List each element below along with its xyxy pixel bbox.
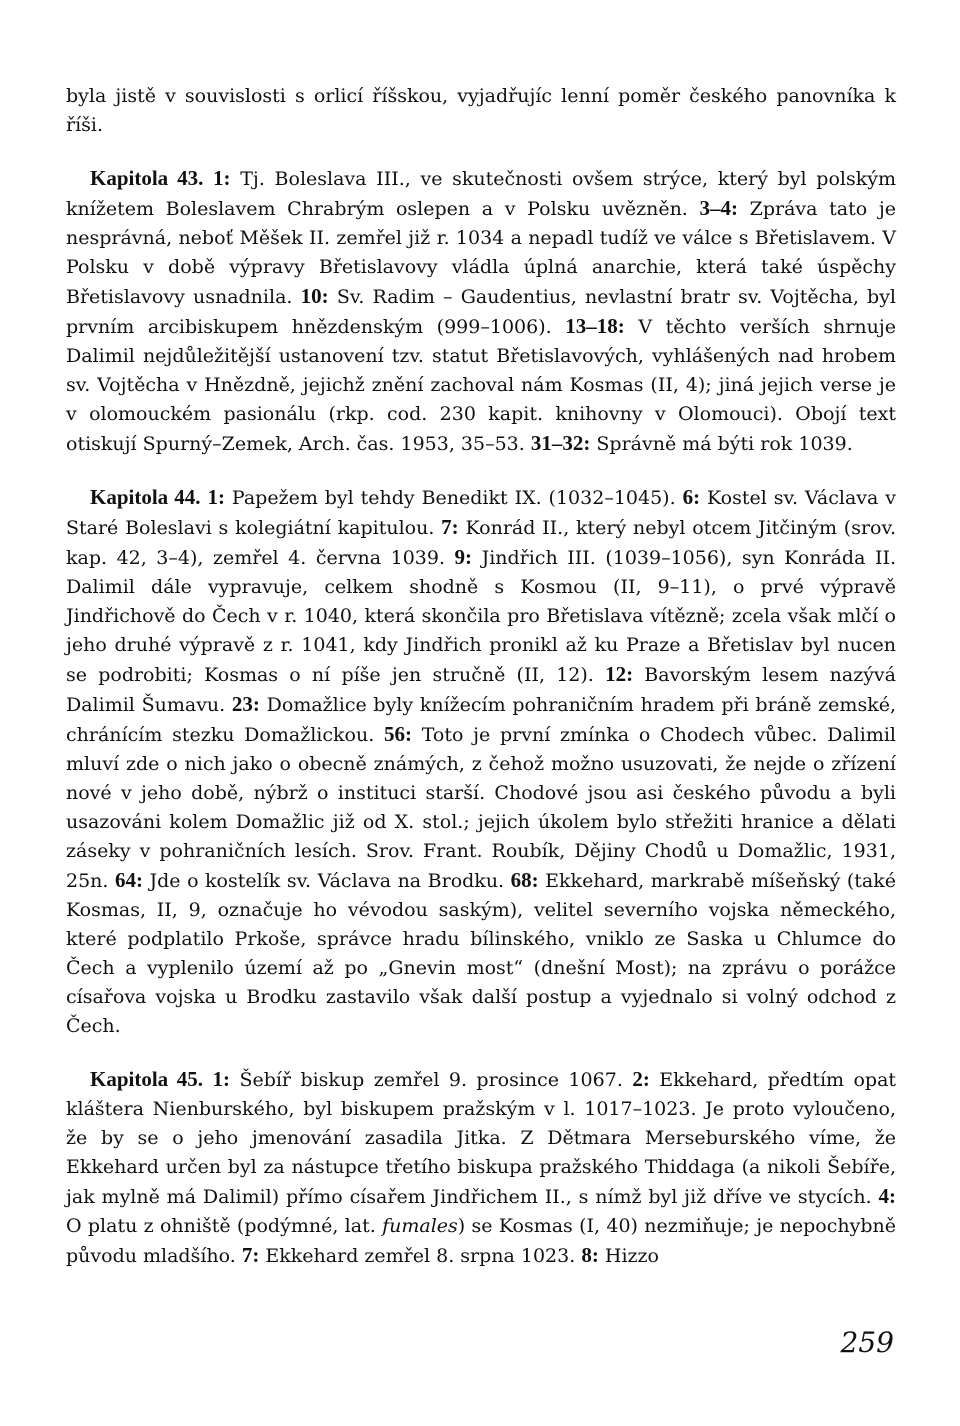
note-number: 7:: [441, 515, 459, 539]
chapter-45-paragraph: [66, 1065, 896, 1271]
note-text: Konrád II., který nebyl otcem Jitčiným (srov. kap. 42, 3–4), zemřel 4. června 1039.: [66, 517, 897, 569]
lead-paragraph: [66, 82, 896, 140]
note-number: 12:: [605, 662, 634, 686]
chapter-43-paragraph: [66, 164, 896, 459]
note-number: 56:: [383, 722, 412, 746]
note-text: Papežem byl tehdy Benedikt IX. (1032–1045).: [231, 487, 676, 509]
note-number: 3–4:: [699, 196, 738, 220]
note-text: Správně má býti rok 1039.: [596, 433, 853, 455]
note-text: Jindřich III. (1039–1056), syn Konráda II. Dalimil dále vypravuje, celkem shodně s Kosmou (II, 9–11), o prvé výpravě Jindřichově do Čech v r. 1040, která skončila pro Břetislava vítězně; zcela však mlčí o jeho druhé výpravě z r. 1041, kdy Jindřich pronikl až ku Praze a Břetislav byl nucen se podrobiti; Kosmas o ní píše jen stručně (II, 12).: [66, 547, 896, 686]
note-number: 1:: [212, 1067, 230, 1091]
note-number: 1:: [213, 166, 231, 190]
chapter-44-heading: Kapitola 44.: [90, 485, 201, 509]
note-number: 13–18:: [565, 314, 625, 338]
note-text: Šebíř biskup zemřel 9. prosince 1067.: [239, 1069, 623, 1091]
note-text: Ekkehard, markrabě míšeňský (také Kosmas, II, 9, označuje ho vévodou saským), velitel severního vojska německého, které podplatilo Prkoše, správce hradu bílinského, vniklo ze Saska u Chlumce do Čech a vyplenilo území až po „Gnevin most“ (dnešní Most); na zprávu o porážce císařova vojska u Brodku zastavilo však další postup a vyjednalo si volný odchod z Čech.: [66, 870, 896, 1037]
note-text: V těchto verších shrnuje Dalimil nejdůležitější ustanovení tzv. statut Břetislavových, vyhlášených nad hrobem sv. Vojtěcha v Hnězdně, jejichž znění zachoval nám Kosmas (II, 4); jiná jejich verse je v olomouckém pasionálu (rkp. cod. 230 kapit. knihovny v Olomouci). Obojí text otiskují Spurný–Zemek, Arch. čas. 1953, 35–53.: [66, 316, 897, 455]
note-text: Ekkehard zemřel 8. srpna 1023.: [265, 1245, 576, 1267]
note-number: 7:: [241, 1243, 260, 1267]
note-text: Hizzo: [604, 1245, 659, 1267]
latin-term: fumales: [382, 1215, 458, 1237]
note-text: Jde o kostelík sv. Václava na Brodku.: [149, 870, 505, 892]
note-text: Domažlice byly knížecím pohraničním hradem při bráně zemské, chránícím stezku Domažlickou.: [66, 694, 896, 746]
note-text: ) se Kosmas (I, 40) nezmiňuje; je nepochybně původu mladšího.: [66, 1215, 896, 1267]
note-text: Ekkehard, předtím opat kláštera Nienburského, byl biskupem pražským v l. 1017–1023. Je proto vyloučeno, že by se o jeho jmenování zasadila Jitka. Z Dětmara Merseburského víme, že Ekkehard určen byl za nástupce třetího biskupa pražského Thiddaga (a nikoli Šebíře, jak mylně má Dalimil) přímo císařem Jindřichem II., s nímž byl již dříve ve stycích.: [66, 1069, 897, 1208]
note-number: 6:: [682, 485, 701, 509]
page-number: 259: [840, 1326, 894, 1359]
note-number: 2:: [632, 1067, 650, 1091]
note-number: 68:: [510, 868, 539, 892]
note-number: 64:: [114, 868, 143, 892]
chapter-43-heading: Kapitola 43.: [90, 166, 204, 190]
note-text: O platu z ohniště (podýmné, lat.: [66, 1215, 376, 1237]
page-body: [66, 82, 896, 1271]
chapter-44-paragraph: [66, 483, 896, 1041]
note-text: Kostel sv. Václava v Staré Boleslavi s kolegiátní kapitulou.: [66, 487, 896, 539]
note-text: Bavorským lesem nazývá Dalimil Šumavu.: [66, 664, 896, 716]
note-text: Toto je první zmínka o Chodech vůbec. Dalimil mluví zde o nich jako o obecně známých, z čehož možno usuzovati, že nejde o zřízení nové v jeho době, nýbrž o instituci starší. Chodové jsou asi českého původu a byli usazováni kolem Domažlic již od X. stol.; jejich úkolem bylo střežiti hranice a dělati záseky v pohraničních lesích. Srov. Frant. Roubík, Dějiny Chodů u Domažlic, 1931, 25n.: [66, 724, 896, 892]
note-number: 4:: [878, 1184, 896, 1208]
chapter-45-heading: Kapitola 45.: [90, 1067, 204, 1091]
note-number: 1:: [207, 485, 225, 509]
note-text: Zpráva tato je nesprávná, neboť Měšek II. zemřel již r. 1034 a nepadl tudíž ve válce s Břetislavem. V Polsku v době výpravy Břetislavovy vládla úplná anarchie, která také úspěchy Břetislavovy usnadnila.: [66, 198, 896, 308]
note-number: 10:: [300, 284, 329, 308]
note-number: 8:: [581, 1243, 599, 1267]
lead-text: byla jistě v souvislosti s orlicí říšskou, vyjadřujíc lenní poměr českého panovníka k říši.: [66, 85, 896, 136]
note-number: 23:: [231, 692, 260, 716]
note-text: Tj. Boleslava III., ve skutečnosti ovšem strýce, který byl polským knížetem Boleslavem Chrabrým oslepen a v Polsku uvězněn.: [66, 168, 896, 220]
note-text: Sv. Radim – Gaudentius, nevlastní bratr sv. Vojtěcha, byl prvním arcibiskupem hnězdenským (999–1006).: [66, 286, 897, 338]
note-number: 9:: [454, 545, 473, 569]
note-number: 31–32:: [530, 431, 591, 455]
